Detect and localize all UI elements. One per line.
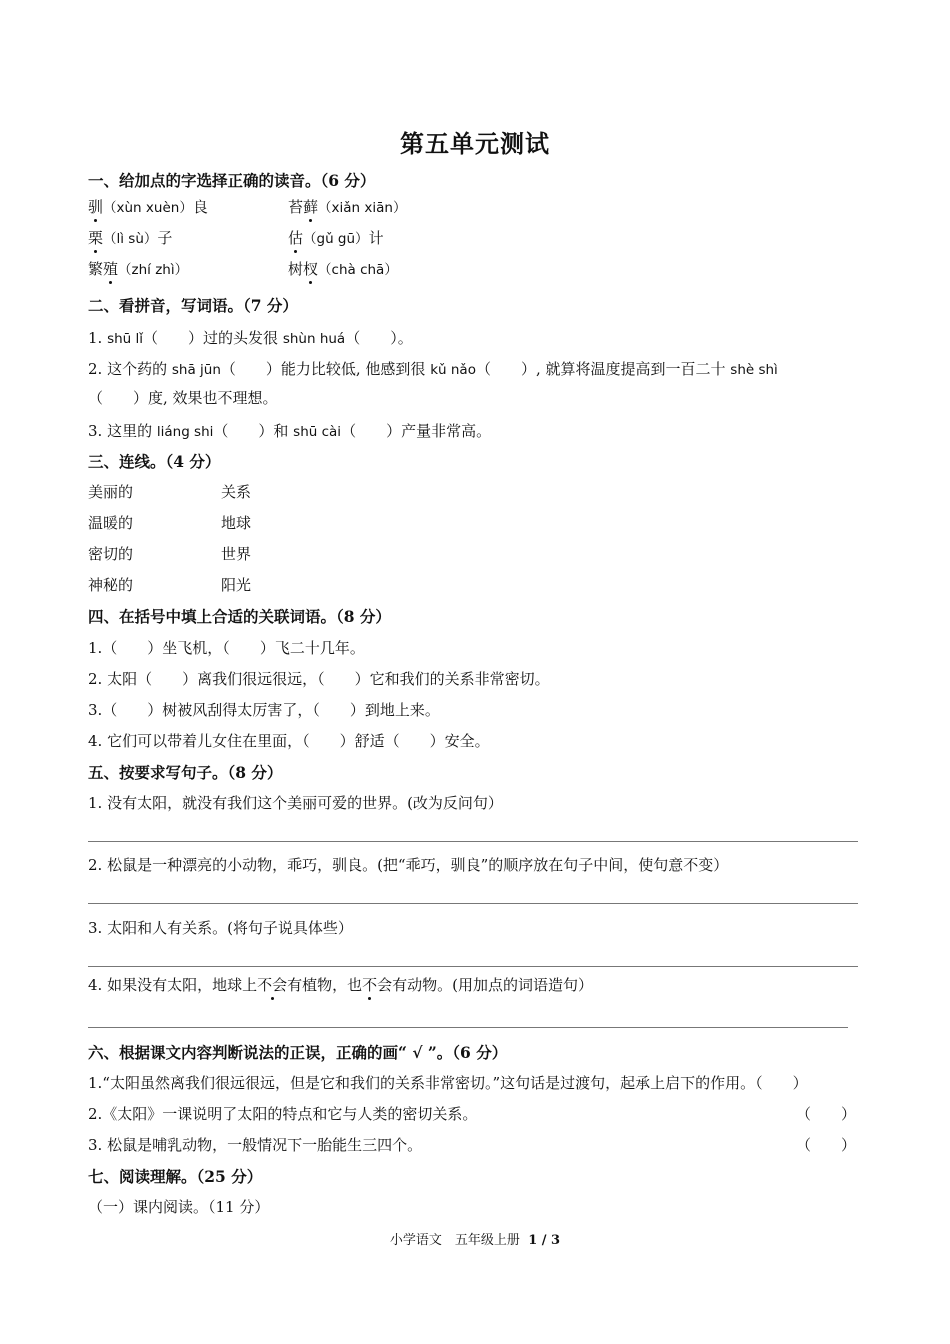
section-4-heading: 四、在括号中填上合适的关联词语。（8 分）: [88, 607, 391, 626]
s2-question-2: 2. 这个药的 shā jūn（ ）能力比较低, 他感到很 kǔ nǎo（ ）, 就算将温度提高到一百二十 shè shì: [88, 360, 778, 378]
section-5-heading: 五、按要求写句子。（8 分）: [88, 763, 283, 782]
page-footer: 小学语文 五年级上册 1 / 3: [389, 1233, 561, 1248]
s1-item-3a: 繁殖（zhí zhì）: [88, 260, 189, 278]
s4-question-1: 1.（ ）坐飞机，（ ）飞二十几年。: [88, 639, 365, 657]
s1-item-2a: 栗（lì sù）子: [88, 229, 173, 247]
section-1-heading: 一、给加点的字选择正确的读音。（6 分）: [88, 171, 376, 190]
s4-question-4: 4. 它们可以带着儿女住在里面，（ ）舒适（ ）安全。: [88, 732, 490, 750]
section-7-heading: 七、阅读理解。（25 分）: [88, 1167, 263, 1186]
s3-left-item: 温暖的: [88, 514, 134, 532]
section-6-heading: 六、根据课文内容判断说法的正误，正确的画“ √ ”。（6 分）: [88, 1043, 508, 1062]
page-number: 1 / 3: [528, 1233, 561, 1248]
dotted-word: 不会: [257, 976, 288, 994]
answer-line[interactable]: [88, 1027, 848, 1028]
s3-right-item: 关系: [221, 483, 252, 501]
s2-question-2-cont: （ ）度, 效果也不理想。: [88, 389, 278, 407]
s5-question-2: 2. 松鼠是一种漂亮的小动物，乖巧，驯良。(把“乖巧，驯良”的顺序放在句子中间，使句意不变）: [88, 856, 729, 874]
s6-question-2: 2.《太阳》一课说明了太阳的特点和它与人类的密切关系。: [88, 1105, 478, 1123]
s6-question-1: 1.“太阳虽然离我们很远很远，但是它和我们的关系非常密切。”这句话是过渡句，起承上启下的作用。（ ）: [88, 1074, 808, 1092]
section-2-heading: 二、看拼音，写词语。（7 分）: [88, 296, 298, 315]
s3-right-item: 地球: [221, 514, 252, 532]
s7-subheading: （一）课内阅读。（11 分）: [88, 1198, 270, 1216]
s1-item-1a: 驯（xùn xuèn）良: [88, 198, 208, 216]
s3-right-item: 世界: [221, 545, 252, 563]
page-title: 第五单元测试: [400, 129, 550, 158]
s4-question-2: 2. 太阳（ ）离我们很远很远，（ ）它和我们的关系非常密切。: [88, 670, 550, 688]
answer-line[interactable]: [88, 966, 858, 967]
s3-left-item: 神秘的: [88, 576, 134, 594]
s6-answer-blank[interactable]: （ ）: [796, 1105, 857, 1123]
answer-line[interactable]: [88, 903, 858, 904]
s5-question-3: 3. 太阳和人有关系。(将句子说具体些）: [88, 919, 353, 937]
s3-left-item: 美丽的: [88, 483, 134, 501]
answer-line[interactable]: [88, 841, 858, 842]
dotted-word: 也不会: [347, 976, 393, 994]
s3-left-item: 密切的: [88, 545, 134, 563]
s5-question-1: 1. 没有太阳，就没有我们这个美丽可爱的世界。(改为反问句）: [88, 794, 503, 812]
s5-question-4: 4. 如果没有太阳，地球上不会有植物，也不会有动物。(用加点的词语造句）: [88, 976, 593, 994]
section-3-heading: 三、连线。（4 分）: [88, 452, 221, 471]
s3-right-item: 阳光: [221, 576, 252, 594]
s2-question-1: 1. shū lǐ（ ）过的头发很 shùn huá（ ）。: [88, 329, 413, 347]
s1-item-1b: 苔藓（xiǎn xiān）: [288, 198, 407, 216]
s1-item-3b: 树杈（chà chā）: [288, 260, 398, 278]
s4-question-3: 3.（ ）树被风刮得太厉害了，（ ）到地上来。: [88, 701, 440, 719]
s2-question-3: 3. 这里的 liáng shi（ ）和 shū cài（ ）产量非常高。: [88, 422, 492, 440]
s6-question-3: 3. 松鼠是哺乳动物，一般情况下一胎能生三四个。: [88, 1136, 423, 1154]
s6-answer-blank[interactable]: （ ）: [796, 1136, 857, 1154]
s1-item-2b: 估（gǔ gū）计: [288, 229, 384, 247]
